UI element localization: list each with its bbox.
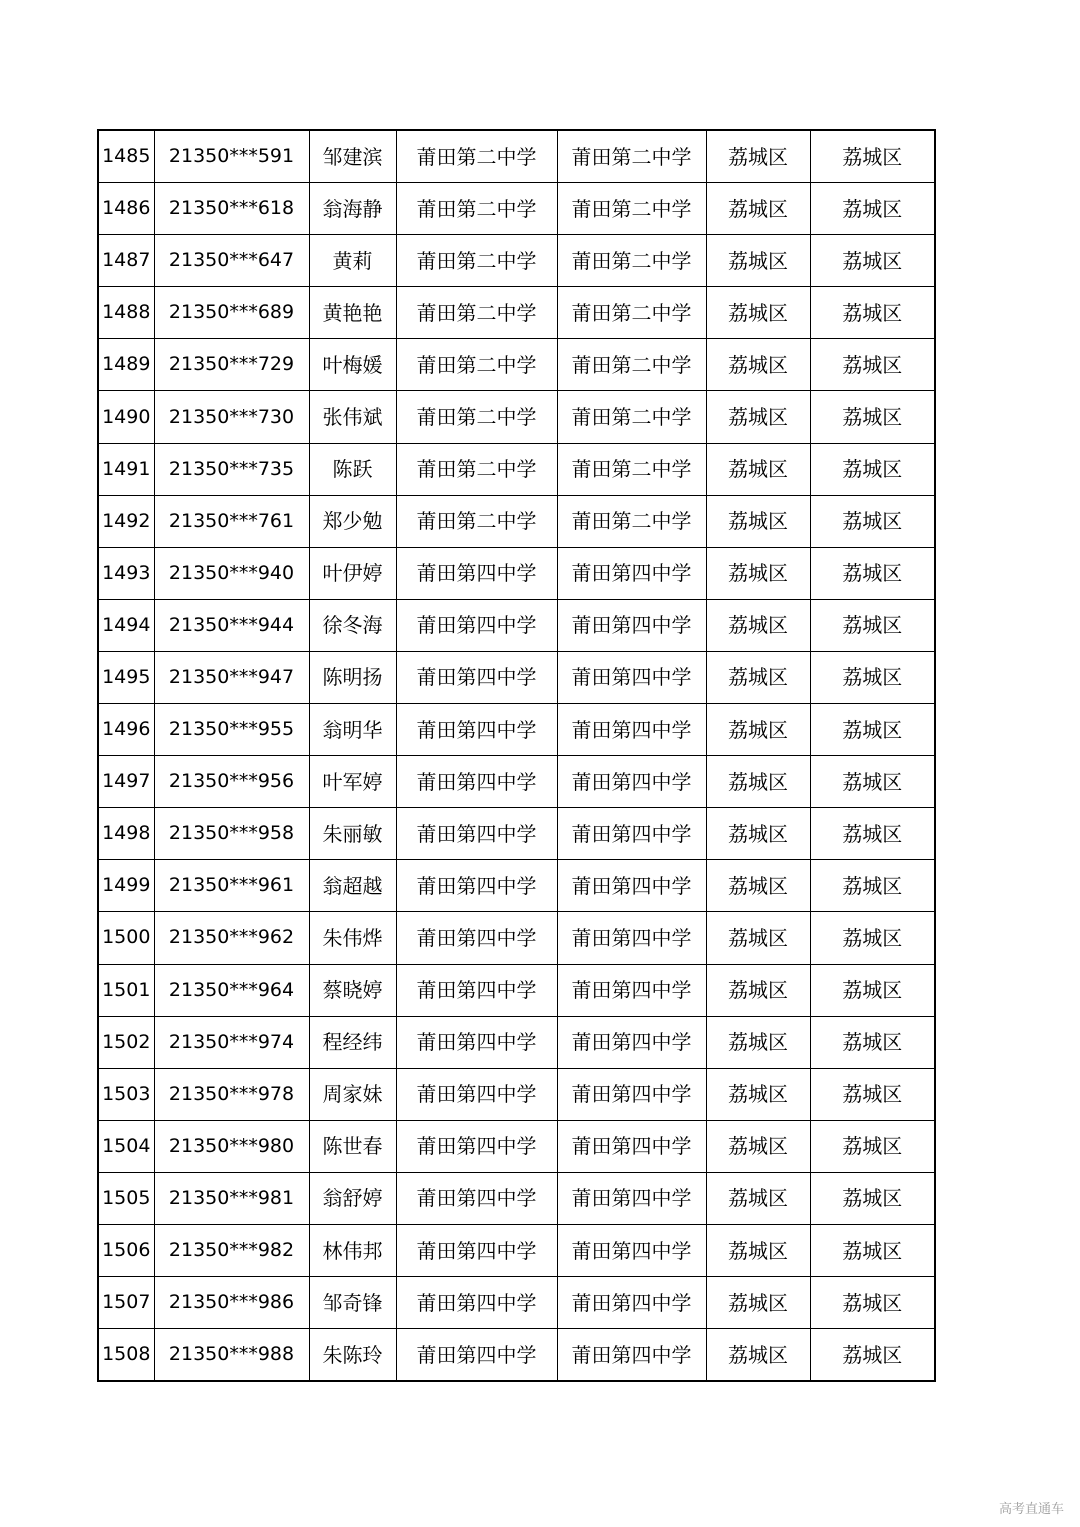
district2-cell: 荔城区 [810, 391, 935, 443]
school2-cell: 莆田第四中学 [557, 704, 706, 756]
exam-id-cell: 21350***591 [154, 130, 309, 183]
table-row [98, 495, 935, 547]
district-cell: 荔城区 [706, 547, 810, 599]
school2-cell: 莆田第二中学 [557, 235, 706, 287]
table-row [98, 651, 935, 703]
exam-id-cell: 21350***689 [154, 287, 309, 339]
name-cell: 翁海静 [309, 183, 396, 235]
exam-id-cell: 21350***944 [154, 599, 309, 651]
district-cell: 荔城区 [706, 1224, 810, 1276]
name-cell: 朱丽敏 [309, 808, 396, 860]
table-row [98, 443, 935, 495]
school-cell: 莆田第二中学 [396, 391, 557, 443]
seq-cell: 1489 [98, 339, 154, 391]
school-cell: 莆田第四中学 [396, 1329, 557, 1382]
school-cell: 莆田第二中学 [396, 183, 557, 235]
seq-cell: 1507 [98, 1277, 154, 1329]
table-row [98, 1277, 935, 1329]
seq-cell: 1485 [98, 130, 154, 183]
school-cell: 莆田第四中学 [396, 1224, 557, 1276]
school-cell: 莆田第四中学 [396, 547, 557, 599]
district2-cell: 荔城区 [810, 547, 935, 599]
exam-id-cell: 21350***735 [154, 443, 309, 495]
district-cell: 荔城区 [706, 912, 810, 964]
seq-cell: 1491 [98, 443, 154, 495]
seq-cell: 1490 [98, 391, 154, 443]
exam-id-cell: 21350***978 [154, 1068, 309, 1120]
school-cell: 莆田第四中学 [396, 860, 557, 912]
seq-cell: 1504 [98, 1120, 154, 1172]
seq-cell: 1505 [98, 1172, 154, 1224]
school2-cell: 莆田第二中学 [557, 287, 706, 339]
exam-id-cell: 21350***964 [154, 964, 309, 1016]
exam-id-cell: 21350***956 [154, 756, 309, 808]
school2-cell: 莆田第二中学 [557, 339, 706, 391]
school2-cell: 莆田第四中学 [557, 599, 706, 651]
seq-cell: 1508 [98, 1329, 154, 1382]
name-cell: 叶梅媛 [309, 339, 396, 391]
table-row [98, 235, 935, 287]
table-row [98, 391, 935, 443]
student-roster-table [97, 129, 936, 1382]
district-cell: 荔城区 [706, 808, 810, 860]
school-cell: 莆田第四中学 [396, 651, 557, 703]
seq-cell: 1502 [98, 1016, 154, 1068]
school2-cell: 莆田第四中学 [557, 1068, 706, 1120]
school2-cell: 莆田第四中学 [557, 1016, 706, 1068]
district2-cell: 荔城区 [810, 339, 935, 391]
district2-cell: 荔城区 [810, 756, 935, 808]
district2-cell: 荔城区 [810, 1016, 935, 1068]
table-row [98, 1224, 935, 1276]
name-cell: 翁明华 [309, 704, 396, 756]
school-cell: 莆田第四中学 [396, 599, 557, 651]
table-row [98, 130, 935, 183]
school-cell: 莆田第四中学 [396, 704, 557, 756]
school2-cell: 莆田第四中学 [557, 808, 706, 860]
table-row [98, 912, 935, 964]
name-cell: 叶伊婷 [309, 547, 396, 599]
seq-cell: 1499 [98, 860, 154, 912]
district-cell: 荔城区 [706, 756, 810, 808]
name-cell: 张伟斌 [309, 391, 396, 443]
school-cell: 莆田第二中学 [396, 339, 557, 391]
school-cell: 莆田第四中学 [396, 1120, 557, 1172]
school-cell: 莆田第四中学 [396, 912, 557, 964]
seq-cell: 1497 [98, 756, 154, 808]
school-cell: 莆田第四中学 [396, 1277, 557, 1329]
school2-cell: 莆田第四中学 [557, 964, 706, 1016]
exam-id-cell: 21350***980 [154, 1120, 309, 1172]
school2-cell: 莆田第四中学 [557, 547, 706, 599]
district2-cell: 荔城区 [810, 860, 935, 912]
table-row [98, 704, 935, 756]
table-row [98, 860, 935, 912]
district-cell: 荔城区 [706, 964, 810, 1016]
name-cell: 黄艳艳 [309, 287, 396, 339]
seq-cell: 1501 [98, 964, 154, 1016]
exam-id-cell: 21350***730 [154, 391, 309, 443]
name-cell: 程经纬 [309, 1016, 396, 1068]
school2-cell: 莆田第二中学 [557, 130, 706, 183]
table-row [98, 287, 935, 339]
district-cell: 荔城区 [706, 1068, 810, 1120]
exam-id-cell: 21350***955 [154, 704, 309, 756]
district-cell: 荔城区 [706, 860, 810, 912]
table-row [98, 1068, 935, 1120]
table-row [98, 964, 935, 1016]
school-cell: 莆田第二中学 [396, 287, 557, 339]
seq-cell: 1493 [98, 547, 154, 599]
district-cell: 荔城区 [706, 599, 810, 651]
name-cell: 郑少勉 [309, 495, 396, 547]
district2-cell: 荔城区 [810, 964, 935, 1016]
district-cell: 荔城区 [706, 391, 810, 443]
school-cell: 莆田第二中学 [396, 130, 557, 183]
table-row [98, 547, 935, 599]
seq-cell: 1503 [98, 1068, 154, 1120]
district-cell: 荔城区 [706, 183, 810, 235]
district2-cell: 荔城区 [810, 1224, 935, 1276]
school2-cell: 莆田第二中学 [557, 183, 706, 235]
district-cell: 荔城区 [706, 1329, 810, 1382]
exam-id-cell: 21350***947 [154, 651, 309, 703]
exam-id-cell: 21350***988 [154, 1329, 309, 1382]
school2-cell: 莆田第四中学 [557, 1120, 706, 1172]
roster-body [98, 130, 935, 1381]
district-cell: 荔城区 [706, 1016, 810, 1068]
school-cell: 莆田第四中学 [396, 964, 557, 1016]
seq-cell: 1498 [98, 808, 154, 860]
school-cell: 莆田第四中学 [396, 1068, 557, 1120]
seq-cell: 1500 [98, 912, 154, 964]
district2-cell: 荔城区 [810, 808, 935, 860]
seq-cell: 1496 [98, 704, 154, 756]
school-cell: 莆田第四中学 [396, 1016, 557, 1068]
name-cell: 朱陈玲 [309, 1329, 396, 1382]
watermark-text: 高考直通车 [998, 1502, 1064, 1517]
name-cell: 邹奇锋 [309, 1277, 396, 1329]
district-cell: 荔城区 [706, 130, 810, 183]
exam-id-cell: 21350***962 [154, 912, 309, 964]
school-cell: 莆田第二中学 [396, 235, 557, 287]
table-row [98, 183, 935, 235]
school2-cell: 莆田第四中学 [557, 1224, 706, 1276]
seq-cell: 1486 [98, 183, 154, 235]
district-cell: 荔城区 [706, 1120, 810, 1172]
table-row [98, 756, 935, 808]
school2-cell: 莆田第四中学 [557, 651, 706, 703]
district2-cell: 荔城区 [810, 912, 935, 964]
district2-cell: 荔城区 [810, 651, 935, 703]
district-cell: 荔城区 [706, 495, 810, 547]
name-cell: 陈明扬 [309, 651, 396, 703]
district-cell: 荔城区 [706, 339, 810, 391]
table-row [98, 1016, 935, 1068]
school2-cell: 莆田第四中学 [557, 912, 706, 964]
name-cell: 叶军婷 [309, 756, 396, 808]
exam-id-cell: 21350***958 [154, 808, 309, 860]
exam-id-cell: 21350***974 [154, 1016, 309, 1068]
district-cell: 荔城区 [706, 287, 810, 339]
school2-cell: 莆田第二中学 [557, 495, 706, 547]
district2-cell: 荔城区 [810, 235, 935, 287]
school2-cell: 莆田第二中学 [557, 391, 706, 443]
seq-cell: 1494 [98, 599, 154, 651]
name-cell: 邹建滨 [309, 130, 396, 183]
district-cell: 荔城区 [706, 1172, 810, 1224]
district2-cell: 荔城区 [810, 495, 935, 547]
school2-cell: 莆田第四中学 [557, 1329, 706, 1382]
seq-cell: 1506 [98, 1224, 154, 1276]
district2-cell: 荔城区 [810, 443, 935, 495]
district-cell: 荔城区 [706, 651, 810, 703]
exam-id-cell: 21350***940 [154, 547, 309, 599]
seq-cell: 1492 [98, 495, 154, 547]
exam-id-cell: 21350***982 [154, 1224, 309, 1276]
exam-id-cell: 21350***618 [154, 183, 309, 235]
name-cell: 蔡晓婷 [309, 964, 396, 1016]
school-cell: 莆田第二中学 [396, 443, 557, 495]
seq-cell: 1487 [98, 235, 154, 287]
school2-cell: 莆田第四中学 [557, 1172, 706, 1224]
exam-id-cell: 21350***981 [154, 1172, 309, 1224]
district2-cell: 荔城区 [810, 1120, 935, 1172]
seq-cell: 1495 [98, 651, 154, 703]
exam-id-cell: 21350***986 [154, 1277, 309, 1329]
name-cell: 朱伟烨 [309, 912, 396, 964]
name-cell: 徐冬海 [309, 599, 396, 651]
exam-id-cell: 21350***761 [154, 495, 309, 547]
district2-cell: 荔城区 [810, 1329, 935, 1382]
school-cell: 莆田第二中学 [396, 495, 557, 547]
district2-cell: 荔城区 [810, 599, 935, 651]
school-cell: 莆田第四中学 [396, 1172, 557, 1224]
school-cell: 莆田第四中学 [396, 808, 557, 860]
table-row [98, 599, 935, 651]
seq-cell: 1488 [98, 287, 154, 339]
school2-cell: 莆田第二中学 [557, 443, 706, 495]
name-cell: 黄莉 [309, 235, 396, 287]
name-cell: 林伟邦 [309, 1224, 396, 1276]
exam-id-cell: 21350***961 [154, 860, 309, 912]
district2-cell: 荔城区 [810, 704, 935, 756]
school-cell: 莆田第四中学 [396, 756, 557, 808]
district2-cell: 荔城区 [810, 183, 935, 235]
school2-cell: 莆田第四中学 [557, 1277, 706, 1329]
district-cell: 荔城区 [706, 443, 810, 495]
district-cell: 荔城区 [706, 235, 810, 287]
table-row [98, 1120, 935, 1172]
table-row [98, 1329, 935, 1382]
name-cell: 周家妹 [309, 1068, 396, 1120]
table-row [98, 808, 935, 860]
name-cell: 翁舒婷 [309, 1172, 396, 1224]
district2-cell: 荔城区 [810, 287, 935, 339]
name-cell: 陈世春 [309, 1120, 396, 1172]
table-row [98, 1172, 935, 1224]
district-cell: 荔城区 [706, 704, 810, 756]
school2-cell: 莆田第四中学 [557, 860, 706, 912]
name-cell: 陈跃 [309, 443, 396, 495]
district2-cell: 荔城区 [810, 130, 935, 183]
district2-cell: 荔城区 [810, 1068, 935, 1120]
exam-id-cell: 21350***647 [154, 235, 309, 287]
table-row [98, 339, 935, 391]
exam-id-cell: 21350***729 [154, 339, 309, 391]
district2-cell: 荔城区 [810, 1172, 935, 1224]
name-cell: 翁超越 [309, 860, 396, 912]
district-cell: 荔城区 [706, 1277, 810, 1329]
district2-cell: 荔城区 [810, 1277, 935, 1329]
school2-cell: 莆田第四中学 [557, 756, 706, 808]
